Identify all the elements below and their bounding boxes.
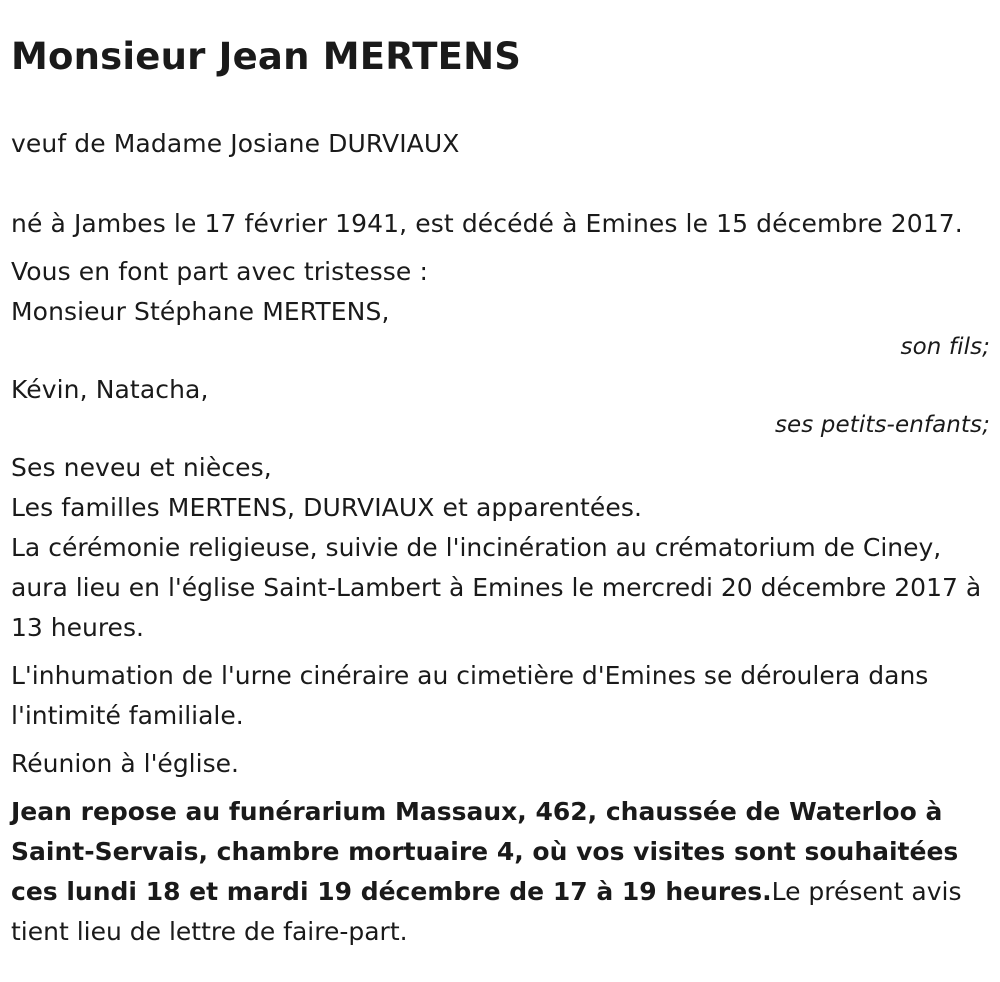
reunion-line: Réunion à l'église. [11, 749, 239, 778]
spouse-line: veuf de Madame Josiane DURVIAUX [11, 129, 460, 158]
birth-death-line: né à Jambes le 17 février 1941, est décédé à Emines le 15 décembre 2017. [11, 209, 963, 238]
son-name: Monsieur Stéphane MERTENS, [11, 297, 390, 326]
families-line: Les familles MERTENS, DURVIAUX et apparentées. [11, 493, 643, 522]
grandchildren-names: Kévin, Natacha, [11, 375, 209, 404]
son-role: son fils; [900, 334, 990, 360]
ceremony-paragraph: La cérémonie religieuse, suivie de l'incinération au crématorium de Ciney, aura lieu en l'église Saint-Lambert à Emines le mercredi 20 décembre 2017 à 13 heures. [11, 533, 982, 642]
inhumation-paragraph: L'inhumation de l'urne cinéraire au cimetière d'Emines se déroulera dans l'intimité familiale. [11, 661, 929, 730]
visits-paragraph [11, 792, 990, 952]
deceased-name-title: Monsieur Jean MERTENS [11, 35, 522, 78]
nephews-line: Ses neveu et nièces, [11, 453, 272, 482]
closing-text: Le présent avis tient lieu de lettre de faire-part. [11, 877, 962, 946]
grandchildren-role: ses petits-enfants; [774, 412, 990, 438]
visits-details: Jean repose au funérarium Massaux, 462, chaussée de Waterloo à Saint-Servais, chambre mortuaire 4, où vos visites sont souhaitées ces lundi 18 et mardi 19 décembre de 17 à 19 heures. [11, 797, 959, 906]
announcement-line: Vous en font part avec tristesse : [11, 257, 428, 286]
